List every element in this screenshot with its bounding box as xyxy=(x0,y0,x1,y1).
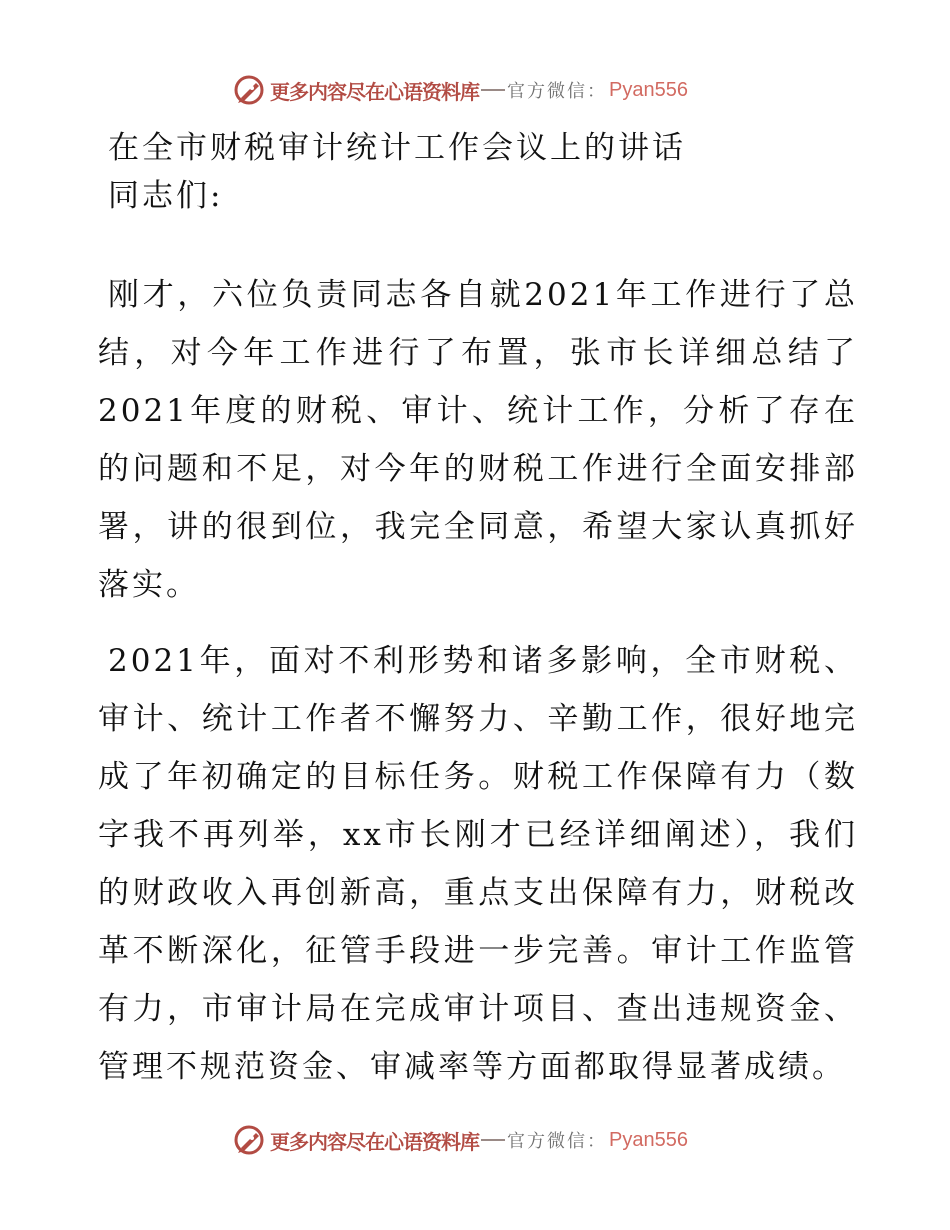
watermark-id: Pyan556 xyxy=(609,1128,688,1151)
paragraph-2: 2021年，面对不利形势和诸多影响，全市财税、审计、统计工作者不懈努力、辛勤工作，很好地完成了年初确定的目标任务。财税工作保障有力（数字我不再列举，xx市长刚才已经详细阐述），我们的财政收入再创新高，重点支出保障有力，财税改革不断深化，征管手段进一步完善。审计工作监管有力，市审计局在完成审计项目、查出违规资金、管理不规范资金、审减率等方面都取得显著成绩。 xyxy=(98,643,858,1085)
watermark-brand: 更多内容尽在心语资料库 xyxy=(270,1129,479,1154)
watermark-dash xyxy=(481,1139,505,1141)
watermark-dash xyxy=(481,89,505,91)
watermark-official: 官方微信： xyxy=(507,81,607,102)
watermark-id: Pyan556 xyxy=(609,78,688,101)
document-title: 在全市财税审计统计工作会议上的讲话 xyxy=(108,130,686,166)
pen-logo-icon xyxy=(232,73,266,107)
footer-watermark xyxy=(232,1122,688,1158)
watermark-official: 官方微信： xyxy=(507,1131,607,1152)
header-watermark xyxy=(232,72,688,108)
greeting: 同志们: xyxy=(108,178,224,214)
pen-logo-icon xyxy=(232,1123,266,1157)
watermark-brand: 更多内容尽在心语资料库 xyxy=(270,79,479,104)
paragraph-1: 刚才，六位负责同志各自就2021年工作进行了总结，对今年工作进行了布置，张市长详细总结了2021年度的财税、审计、统计工作，分析了存在的问题和不足，对今年的财税工作进行全面安排部署，讲的很到位，我完全同意，希望大家认真抓好落实。 xyxy=(98,277,858,603)
